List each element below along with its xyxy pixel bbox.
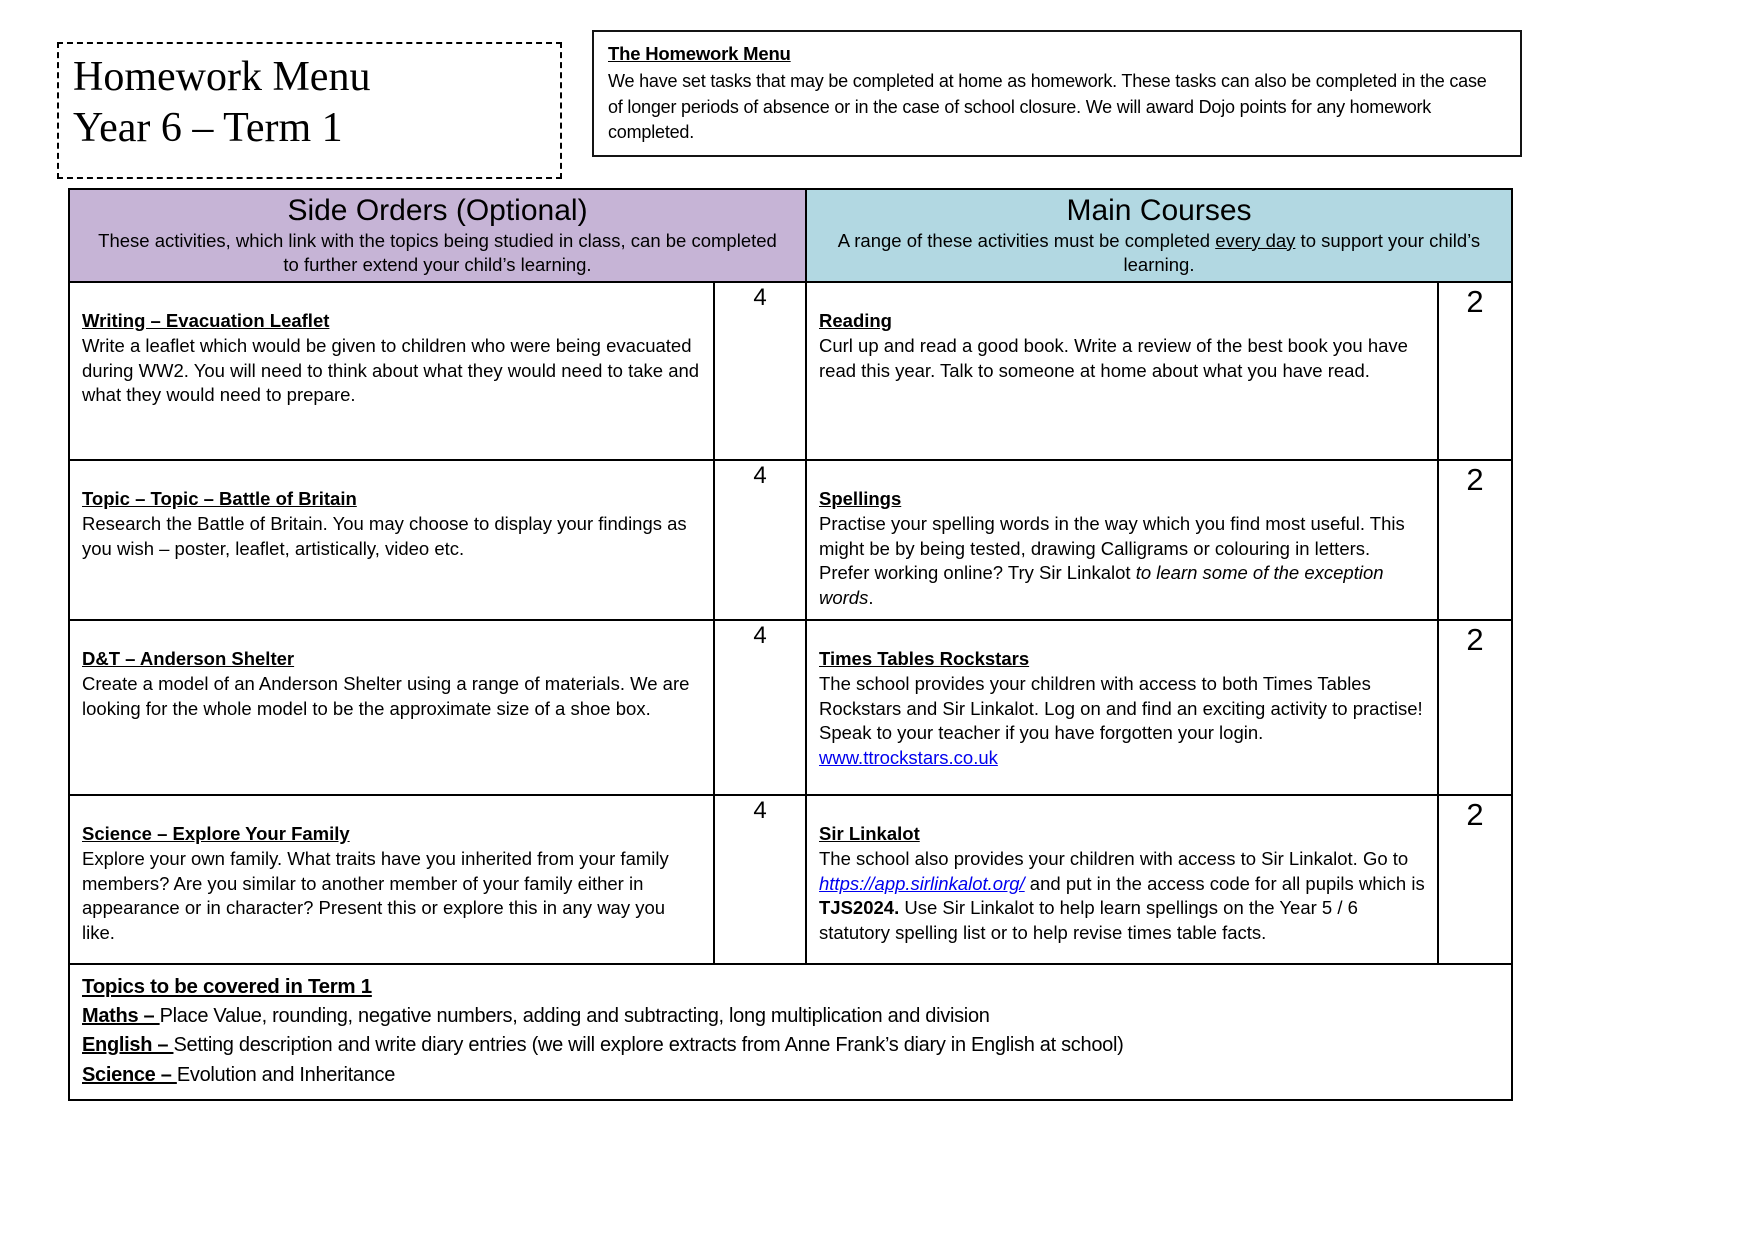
side-points-cell: 4 bbox=[714, 282, 806, 460]
task-title: Spellings bbox=[819, 487, 902, 509]
hyperlink[interactable]: www.ttrockstars.co.uk bbox=[819, 746, 998, 768]
topics-heading: Topics to be covered in Term 1 bbox=[82, 974, 372, 998]
topics-english-label: English – bbox=[82, 1034, 174, 1057]
topics-english-text: Setting description and write diary entries (we will explore extracts from Anne Frank’s diary in English at school) bbox=[173, 1034, 1124, 1057]
side-task-writing bbox=[69, 282, 714, 460]
task-title: Topic – Topic – Battle of Britain bbox=[82, 487, 357, 509]
main-task-spellings bbox=[806, 460, 1438, 620]
text-segment: . bbox=[868, 586, 874, 608]
info-box-heading: The Homework Menu bbox=[608, 43, 791, 64]
homework-menu-table bbox=[68, 188, 1513, 1101]
table-row bbox=[69, 795, 1512, 964]
text-segment: The school provides your children with access to both Times Tables Rockstars and Sir Linkalot. Log on and find an exciting activity to practise! Speak to your teacher if you have forgotten your login. bbox=[819, 673, 1423, 744]
text-segment: The school also provides your children with access to Sir Linkalot. Go to bbox=[819, 848, 1409, 870]
side-orders-subtitle: These activities, which link with the topics being studied in class, can be completed to further extend your child’s learning. bbox=[98, 229, 777, 275]
side-orders-title: Side Orders (Optional) bbox=[287, 194, 588, 227]
table-header-row bbox=[69, 189, 1512, 282]
main-task-ttrockstars bbox=[806, 620, 1438, 795]
side-orders-header bbox=[69, 189, 806, 282]
topics-footer-row bbox=[69, 964, 1512, 1100]
task-title: Times Tables Rockstars bbox=[819, 647, 1030, 669]
topics-maths-text: Place Value, rounding, negative numbers, adding and subtracting, long multiplication and division bbox=[159, 1004, 990, 1027]
text-segment: and put in the access code for all pupils which is bbox=[1024, 872, 1425, 894]
main-points-cell: 2 bbox=[1438, 620, 1512, 795]
side-points-cell: 4 bbox=[714, 460, 806, 620]
document-title-line2: Year 6 – Term 1 bbox=[73, 105, 343, 152]
hyperlink[interactable]: https://app.sirlinkalot.org/ bbox=[819, 872, 1025, 894]
document-title-line1: Homework Menu bbox=[73, 54, 371, 100]
task-title: Sir Linkalot bbox=[819, 822, 920, 844]
task-title: Reading bbox=[819, 309, 892, 331]
main-points-cell: 2 bbox=[1438, 795, 1512, 964]
text-segment: to learn some of the exception words bbox=[819, 562, 1384, 608]
homework-menu-info-box bbox=[592, 30, 1522, 157]
task-body bbox=[819, 334, 1425, 383]
table-row bbox=[69, 620, 1512, 795]
task-body: Explore your own family. What traits have you inherited from your family members? Are you similar to another member of your family either in appearance or in character? Present this or explore this in any way you like. bbox=[82, 848, 669, 943]
document-title-box bbox=[57, 42, 562, 179]
main-courses-subtitle bbox=[825, 229, 1493, 277]
info-box-body: We have set tasks that may be completed at home as homework. These tasks can also be completed in the case of longer periods of absence or in the case of school closure. We will award Dojo points for any homework completed. bbox=[608, 71, 1487, 143]
topics-footer-cell bbox=[69, 964, 1512, 1100]
task-title: Writing – Evacuation Leaflet bbox=[82, 309, 330, 331]
task-title: Science – Explore Your Family bbox=[82, 822, 350, 844]
main-task-sirlinkalot bbox=[806, 795, 1438, 964]
side-task-science bbox=[69, 795, 714, 964]
task-body bbox=[819, 512, 1425, 610]
text-segment: every day bbox=[1215, 229, 1296, 251]
topics-english bbox=[82, 1032, 1499, 1059]
side-points-cell: 4 bbox=[714, 795, 806, 964]
topics-science bbox=[82, 1062, 1499, 1089]
task-body bbox=[819, 847, 1425, 945]
side-task-topic bbox=[69, 460, 714, 620]
table-row bbox=[69, 460, 1512, 620]
table-row bbox=[69, 282, 1512, 460]
text-segment: TJS2024. bbox=[819, 897, 900, 919]
side-points-cell: 4 bbox=[714, 620, 806, 795]
task-title: D&T – Anderson Shelter bbox=[82, 647, 295, 669]
main-points-cell: 2 bbox=[1438, 460, 1512, 620]
main-courses-title: Main Courses bbox=[1066, 194, 1252, 227]
task-body: Create a model of an Anderson Shelter using a range of materials. We are looking for the whole model to be the approximate size of a shoe box. bbox=[82, 673, 690, 719]
topics-maths bbox=[82, 1003, 1499, 1030]
topics-science-label: Science – bbox=[82, 1064, 177, 1087]
text-segment: Use Sir Linkalot to help learn spellings on the Year 5 / 6 statutory spelling list or to help revise times table facts. bbox=[819, 897, 1358, 943]
main-points-cell: 2 bbox=[1438, 282, 1512, 460]
text-segment: Curl up and read a good book. Write a review of the best book you have read this year. Talk to someone at home about what you have read. bbox=[819, 335, 1408, 381]
side-task-dt bbox=[69, 620, 714, 795]
text-segment: Practise your spelling words in the way which you find most useful. This might be by being tested, drawing Calligrams or colouring in letters. Prefer working online? Try Sir Linkalot bbox=[819, 513, 1405, 584]
main-courses-header bbox=[806, 189, 1512, 282]
text-segment: A range of these activities must be completed bbox=[837, 229, 1216, 251]
task-body: Research the Battle of Britain. You may choose to display your findings as you wish – poster, leaflet, artistically, video etc. bbox=[82, 513, 687, 559]
main-task-reading bbox=[806, 282, 1438, 460]
task-body bbox=[819, 672, 1425, 770]
topics-maths-label: Maths – bbox=[82, 1004, 160, 1027]
topics-science-text: Evolution and Inheritance bbox=[176, 1064, 396, 1087]
task-body: Write a leaflet which would be given to children who were being evacuated during WW2. You will need to think about what they would need to take and what they would need to prepare. bbox=[82, 335, 700, 406]
text-segment: to support your child’s learning. bbox=[1123, 229, 1481, 275]
